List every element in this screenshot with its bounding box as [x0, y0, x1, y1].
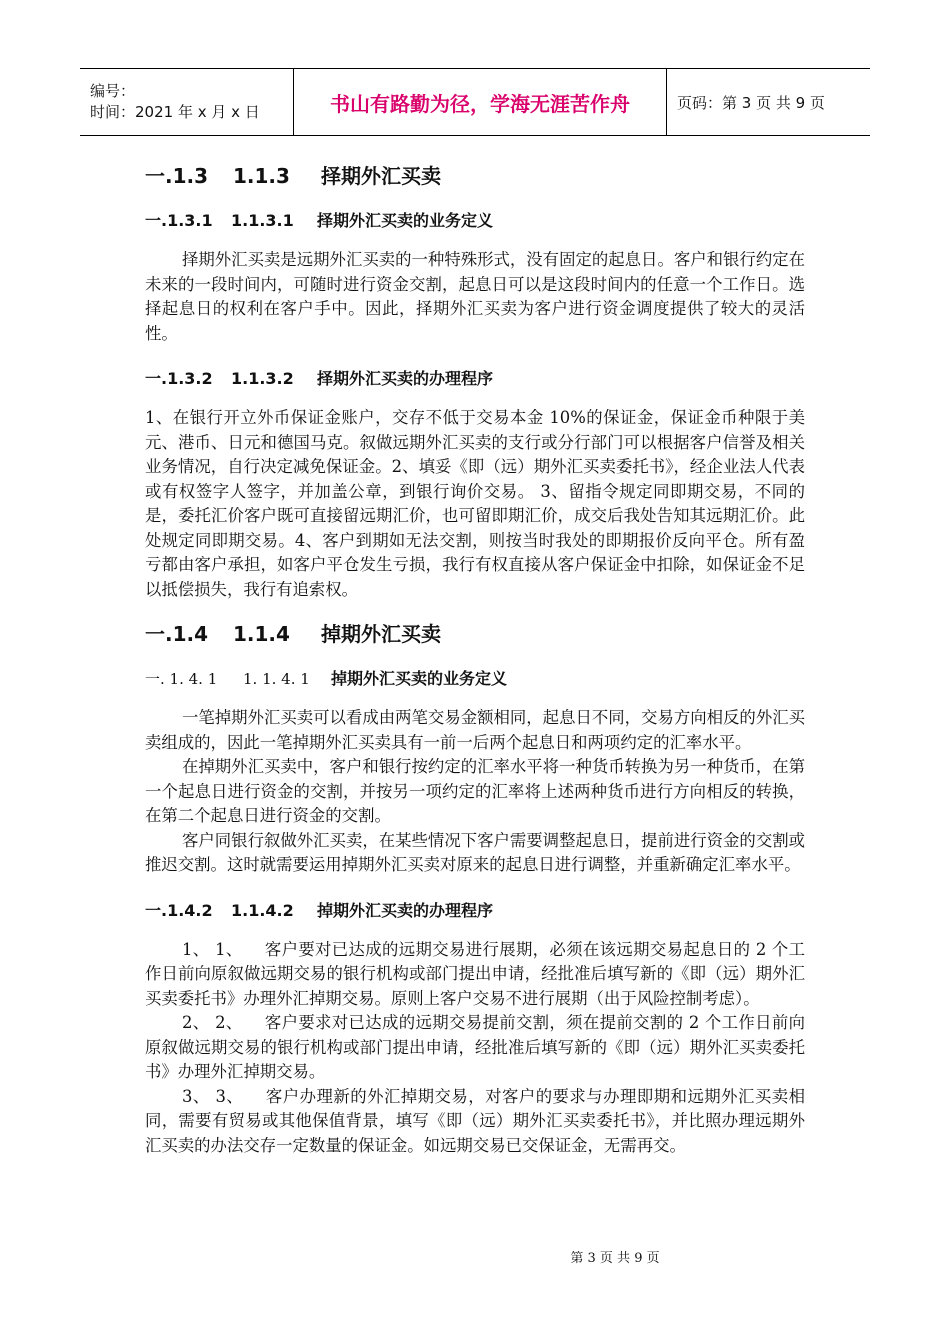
header-motto: 书山有路勤为径，学海无涯苦作舟: [330, 91, 630, 116]
paragraph: 客户同银行叙做外汇买卖，在某些情况下客户需要调整起息日，提前进行资金的交割或推迟交割。这时就需要运用掉期外汇买卖对原来的起息日进行调整，并重新确定汇率水平。: [145, 830, 805, 874]
heading-number: 1.1.3: [233, 164, 290, 188]
footer-page-number: 第 3 页 共 9 页: [570, 1251, 660, 1266]
heading-title: 择期外汇买卖的业务定义: [317, 211, 494, 230]
list-item: 2、 2、 客户要求对已达成的远期交易提前交割，须在提前交割的 2 个工作日前向原叙做远期交易的银行机构或部门提出申请，经批准后填写新的《即（远）期外汇买卖委托书》办理外汇掉期交易。: [145, 1013, 805, 1081]
document-body: [145, 150, 805, 1158]
heading-number: 一. 1. 4. 1: [145, 670, 218, 688]
serial-label: 编号：: [90, 82, 136, 100]
heading-title: 掉期外汇买卖的办理程序: [317, 900, 494, 920]
heading-number: 1.1.3.1: [231, 211, 294, 230]
header-meta: [80, 69, 294, 135]
time-label: 时间：2021 年 x 月 x 日: [90, 103, 260, 121]
heading-title: 择期外汇买卖: [321, 164, 441, 188]
header-page-label: 页码：第 3 页 共 9 页: [677, 93, 825, 112]
list-item: 1、 1、 客户要对已达成的远期交易进行展期，必须在该远期交易起息日的 2 个工作日前向原叙做远期交易的银行机构或部门提出申请，经批准后填写新的《即（远）期外汇买卖委托书》办理外汇掉期交易。原则上客户交易不进行展期（出于风险控制考虑）。: [145, 939, 805, 1008]
heading-1-1-4-2: [145, 898, 805, 924]
paragraph: 择期外汇买卖是远期外汇买卖的一种特殊形式，没有固定的起息日。客户和银行约定在未来的一段时间内，可随时进行资金交割，起息日可以是这段时间内的任意一个工作日。选择起息日的权利在客户手中。因此，择期外汇买卖为客户进行资金调度提供了较大的灵活性。: [145, 250, 805, 343]
header-motto-cell: [294, 69, 667, 135]
heading-1-1-4-1: [145, 666, 805, 692]
heading-title: 择期外汇买卖的办理程序: [317, 369, 494, 388]
heading-number: 1.1.4.2: [231, 900, 294, 920]
page-header: [80, 68, 870, 136]
heading-title: 掉期外汇买卖的业务定义: [331, 669, 508, 688]
heading-1-1-3: [145, 160, 805, 188]
heading-1-1-3-2: [145, 366, 805, 392]
paragraph: 一笔掉期外汇买卖可以看成由两笔交易金额相同，起息日不同，交易方向相反的外汇买卖组成的，因此一笔掉期外汇买卖具有一前一后两个起息日和两项约定的汇率水平。: [145, 708, 805, 752]
heading-number: 一.1.3.2: [145, 369, 213, 388]
heading-1-1-3-1: [145, 208, 805, 234]
heading-number: 一.1.4: [145, 622, 209, 646]
paragraph: 1、在银行开立外币保证金账户，交存不低于交易本金 10%的保证金，保证金币种限于美元、港币、日元和德国马克。叙做远期外汇买卖的支行或分行部门可以根据客户信誉及相关业务情况，自行决定减免保证金。2、填妥《即（远）期外汇买卖委托书》，经企业法人代表或有权签字人签字，并加盖公章，到银行询价交易。 3、留指令规定同即期交易，不同的是，委托汇价客户既可直接留远期汇价，也可留即期汇价，成交后我处告知其远期汇价。此处规定同即期交易。4、客户到期如无法交割，则按当时我处的即期报价反向平仓。所有盈亏都由客户承担，如客户平仓发生亏损，我行有权直接从客户保证金中扣除，如保证金不足以抵偿损失，我行有追索权。: [145, 408, 805, 599]
list-item: 3、 3、 客户办理新的外汇掉期交易，对客户的要求与办理即期和远期外汇买卖相同，需要有贸易或其他保值背景，填写《即（远）期外汇买卖委托书》，并比照办理远期外汇买卖的办法交存一定数量的保证金。如远期交易已交保证金，无需再交。: [145, 1086, 805, 1155]
heading-number: 一.1.3.1: [145, 211, 213, 230]
heading-number: 1.1.3.2: [231, 369, 294, 388]
heading-number: 1. 1. 4. 1: [243, 670, 310, 688]
heading-number: 一.1.3: [145, 164, 209, 188]
paragraph: 在掉期外汇买卖中，客户和银行按约定的汇率水平将一种货币转换为另一种货币，在第一个起息日进行资金的交割，并按另一项约定的汇率将上述两种货币进行方向相反的转换，在第二个起息日进行资金的交割。: [145, 757, 805, 825]
heading-title: 掉期外汇买卖: [321, 622, 441, 646]
header-page-cell: [667, 69, 825, 135]
heading-number: 一.1.4.2: [145, 900, 213, 920]
page-footer: [0, 1247, 950, 1266]
heading-1-1-4: [145, 618, 805, 646]
heading-number: 1.1.4: [233, 622, 290, 646]
